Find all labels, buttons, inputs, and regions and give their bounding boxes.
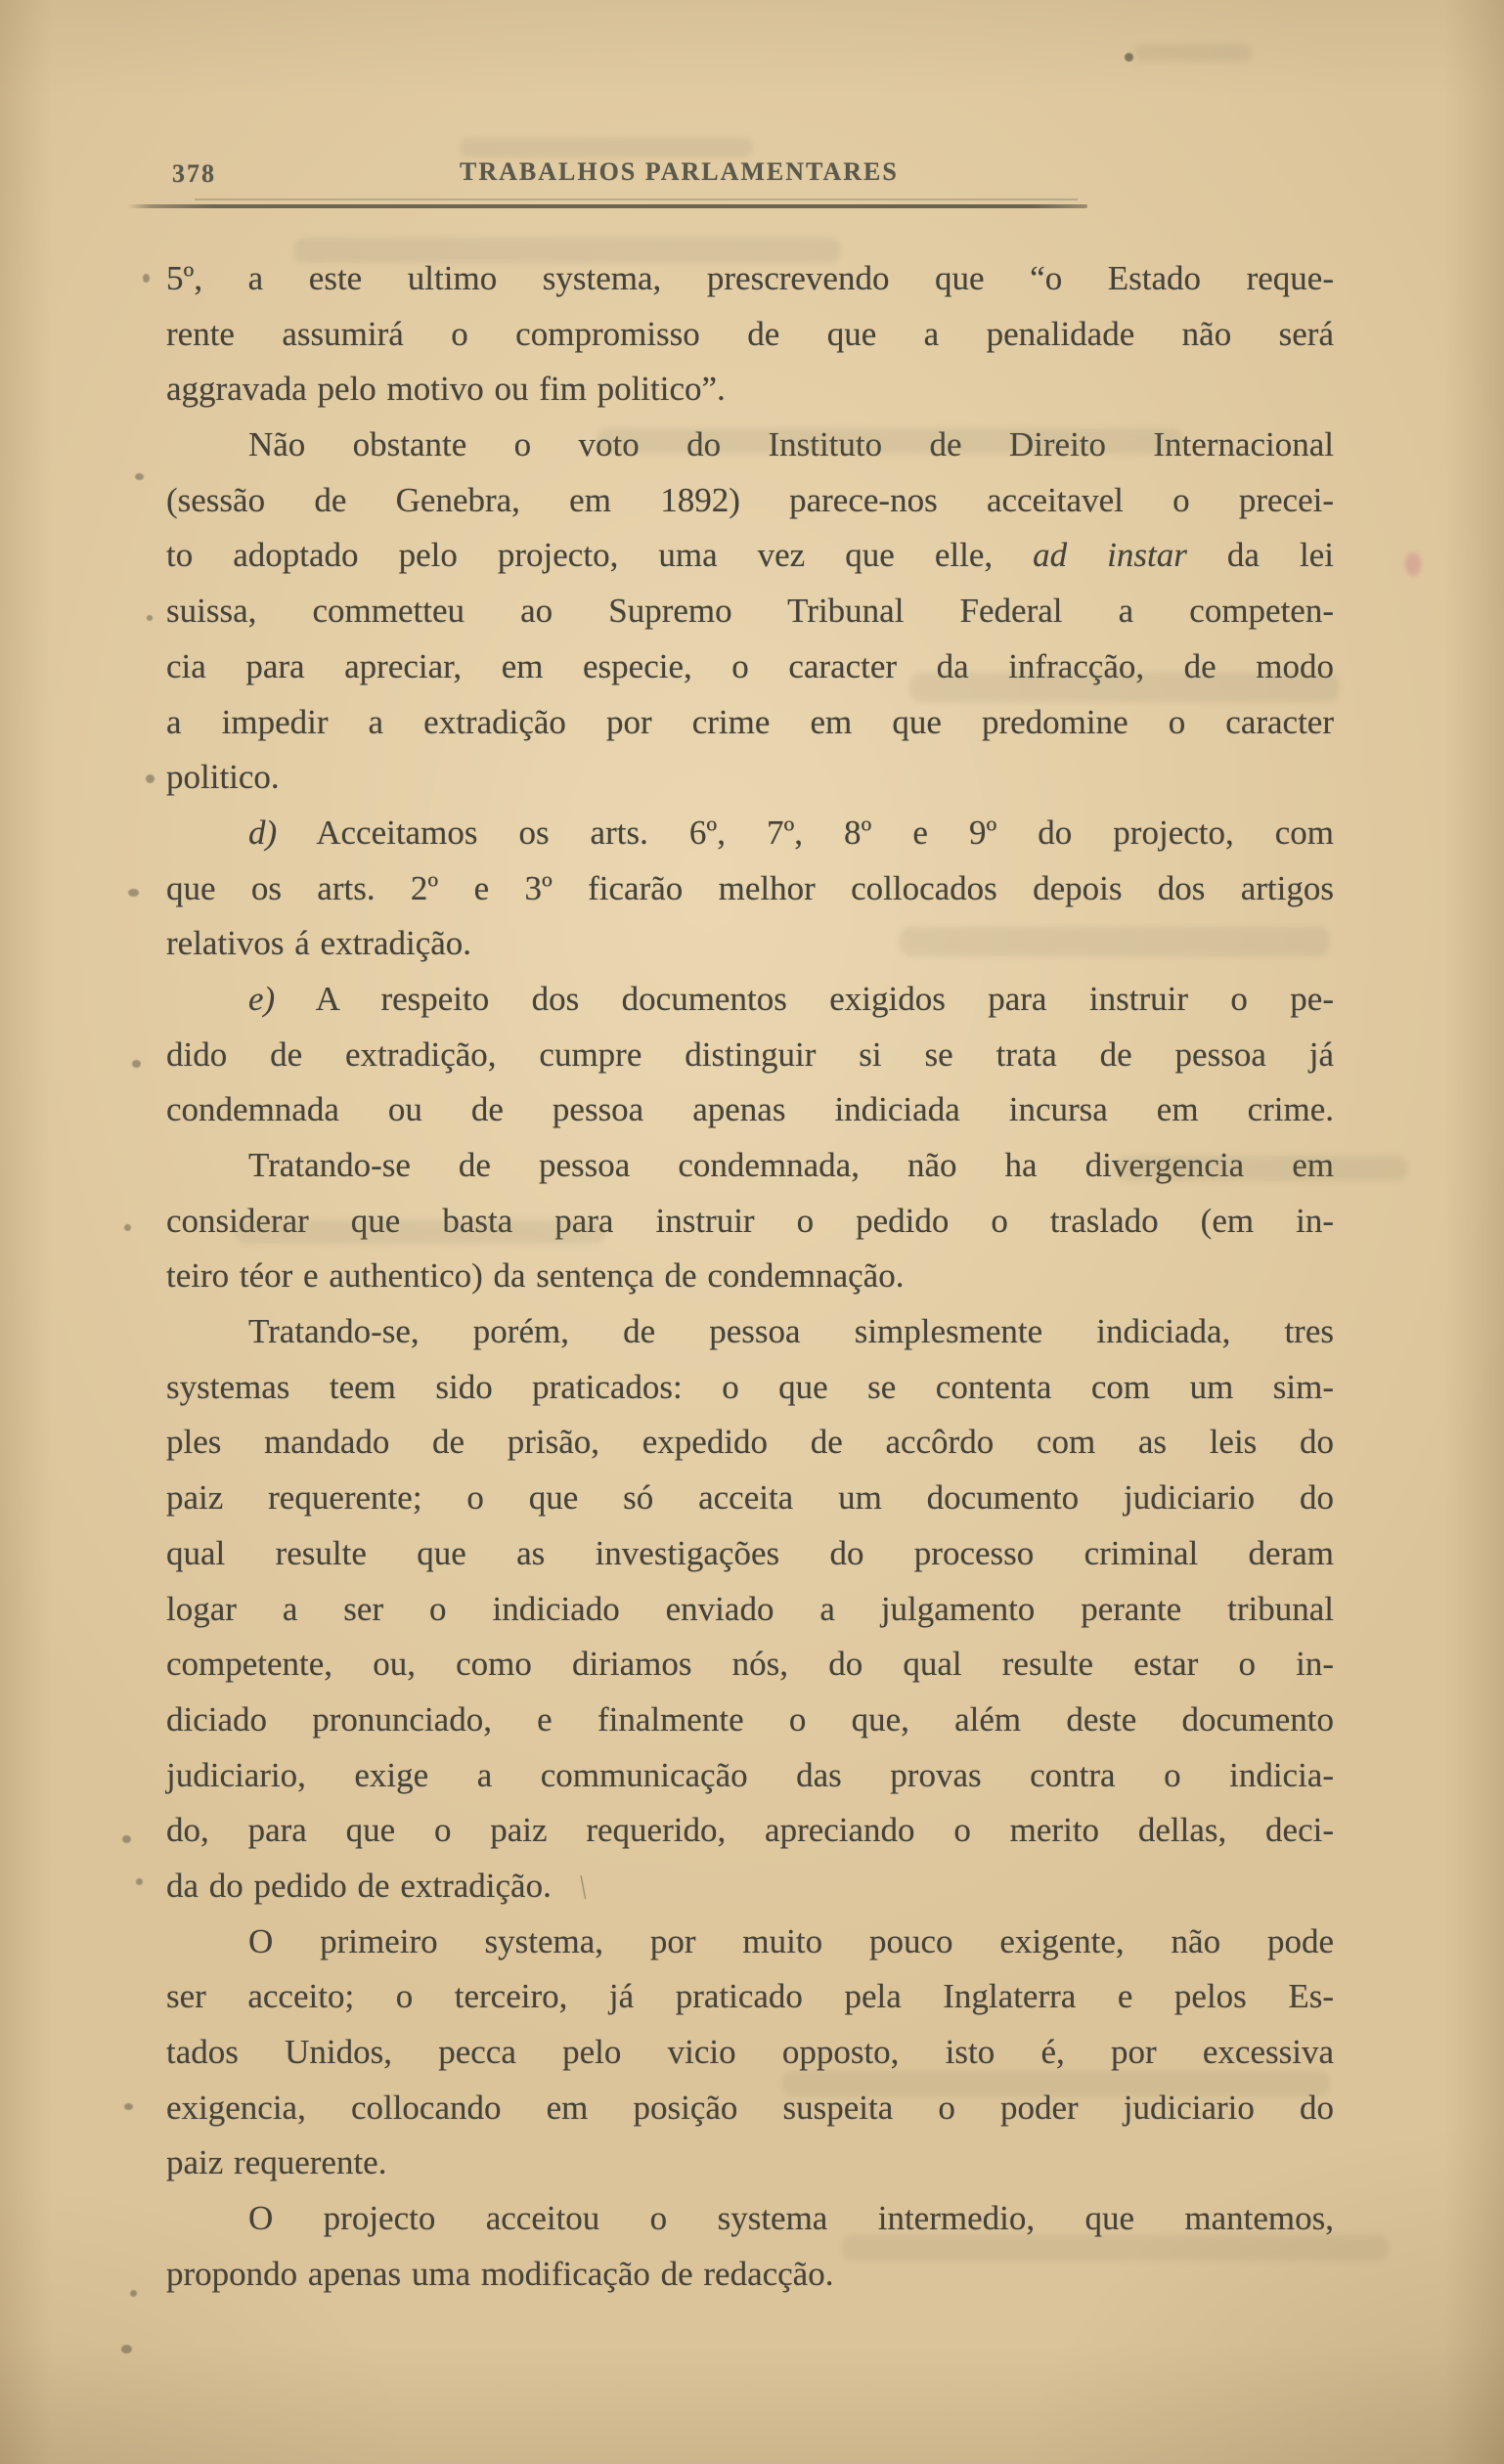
text-segment: ser acceito; o terceiro, já praticado pela Inglaterra e pelos Es- [166, 1977, 1334, 2016]
text-line [166, 362, 1334, 418]
text-segment: rente assumirá o compromisso de que a penalidade não será [166, 314, 1334, 353]
text-segment: politico. [166, 758, 280, 797]
ink-speck [1125, 53, 1133, 62]
text-segment: Não obstante o voto do Instituto de Direito Internacional [248, 425, 1334, 464]
text-segment: paiz requerente. [166, 2143, 387, 2182]
text-line [166, 1304, 1334, 1360]
ink-speck [146, 774, 155, 783]
text-line [166, 473, 1334, 529]
text-line [166, 861, 1334, 917]
ink-ghost-mark: \ [576, 1869, 590, 1907]
text-segment: tados Unidos, pecca pelo vicio opposto, isto é, por excessiva [166, 2033, 1334, 2071]
text-segment: to adoptado pelo projecto, uma vez que elle, [166, 536, 1034, 575]
ink-speck [136, 1878, 143, 1885]
ink-speck [122, 1835, 131, 1843]
text-segment: logar a ser o indiciado enviado a julgamento perante tribunal [166, 1589, 1334, 1628]
text-segment: O primeiro systema, por muito pouco exigente, não pode [248, 1921, 1334, 1960]
text-segment: systemas teem sido praticados: o que se contenta com um sim- [166, 1367, 1334, 1406]
header-rule [127, 204, 1087, 208]
text-line [166, 1415, 1334, 1471]
showthrough-artifact [841, 2235, 1389, 2261]
text-line [166, 1637, 1334, 1693]
ink-speck [128, 889, 139, 897]
text-line [166, 1914, 1334, 1970]
text-segment: Tratando-se, porém, de pessoa simplesmente indiciada, tres [248, 1312, 1334, 1351]
pink-stain [1405, 552, 1421, 576]
text-line [166, 1028, 1334, 1083]
text-line [166, 750, 1334, 806]
ink-speck [130, 2290, 137, 2297]
text-segment: relativos á extradição. [166, 924, 472, 963]
showthrough-artifact [235, 1220, 606, 1244]
page-number: 378 [172, 159, 216, 188]
text-segment: que os arts. 2º e 3º ficarão melhor collocados depois dos artigos [166, 868, 1334, 907]
text-line [166, 1693, 1334, 1748]
text-line [166, 1748, 1334, 1804]
ink-speck [135, 473, 144, 480]
ink-speck [147, 615, 153, 621]
text-segment: (sessão de Genebra, em 1892) parece-nos acceitavel o precei- [166, 480, 1334, 519]
text-line [166, 1969, 1334, 2025]
text-line [166, 972, 1334, 1028]
text-segment: Tratando-se de pessoa condemnada, não ha divergencia em [248, 1146, 1334, 1184]
body-text [166, 251, 1334, 2302]
text-segment: considerar que basta para instruir o pedido o traslado (em in- [166, 1201, 1334, 1240]
text-line [166, 584, 1334, 639]
text-segment: condemnada ou de pessoa apenas indiciada incursa em crime. [166, 1090, 1334, 1129]
text-segment: dido de extradição, cumpre distinguir si se trata de pessoa já [166, 1034, 1334, 1074]
text-line [166, 1526, 1334, 1582]
text-line [166, 528, 1334, 584]
text-line [166, 1803, 1334, 1859]
showthrough-artifact [1134, 44, 1252, 62]
text-line [166, 307, 1334, 363]
text-segment: teiro téor e authentico) da sentença de condemnação. [166, 1256, 905, 1296]
text-segment: exigencia, collocando em posição suspeita o poder judiciario do [166, 2088, 1334, 2127]
text-segment: cia para apreciar, em especie, o caracter da infracção, de modo [166, 646, 1334, 685]
showthrough-artifact [900, 927, 1330, 956]
text-segment: da do pedido de extradição. [166, 1866, 552, 1905]
text-line [166, 1360, 1334, 1416]
text-line [166, 2135, 1334, 2191]
text-segment: diciado pronunciado, e finalmente o que, além deste documento [166, 1699, 1334, 1738]
showthrough-artifact [909, 673, 1340, 702]
text-line [166, 695, 1334, 751]
text-segment: qual resulte que as investigações do processo criminal deram [166, 1533, 1334, 1572]
ink-speck [124, 1224, 131, 1231]
text-segment: da lei [1186, 536, 1334, 575]
running-title: TRABALHOS PARLAMENTARES [460, 157, 899, 186]
text-segment: e) [248, 979, 276, 1018]
text-line [166, 1471, 1334, 1526]
text-segment: ples mandado de prisão, expedido de accôrdo com as leis do [166, 1423, 1334, 1462]
showthrough-artifact [293, 238, 841, 263]
text-segment: propondo apenas uma modificação de redacção. [166, 2254, 834, 2293]
text-segment: Acceitamos os arts. 6º, 7º, 8º e 9º do projecto, com [277, 813, 1334, 852]
text-segment: A respeito dos documentos exigidos para instruir o pe- [275, 979, 1334, 1018]
showthrough-artifact [460, 138, 753, 157]
text-segment: competente, ou, como diriamos nós, do qual resulte estar o in- [166, 1645, 1334, 1684]
showthrough-artifact [597, 428, 1183, 454]
text-segment: suissa, commetteu ao Supremo Tribunal Federal a competen- [166, 592, 1334, 631]
text-segment: 5º, a este ultimo systema, prescrevendo que “o Estado reque- [166, 259, 1334, 297]
ink-speck [124, 2103, 133, 2110]
text-line [166, 1082, 1334, 1138]
text-segment: aggravada pelo motivo ou fim politico”. [166, 370, 726, 409]
ink-speck [132, 1060, 141, 1068]
ink-speck [121, 2345, 132, 2354]
text-segment: do, para que o paiz requerido, apreciando o merito dellas, deci- [166, 1811, 1334, 1850]
text-segment: judiciario, exige a communicação das provas contra o indicia- [166, 1755, 1334, 1794]
text-line [166, 806, 1334, 861]
text-segment: paiz requerente; o que só acceita um documento judiciario do [166, 1478, 1334, 1518]
text-line [166, 1582, 1334, 1638]
ink-speck [143, 274, 150, 283]
text-segment: d) [248, 813, 278, 852]
text-segment: a impedir a extradição por crime em que predomine o caracter [166, 702, 1334, 741]
text-line [166, 1859, 1334, 1914]
text-line [166, 1249, 1334, 1304]
text-segment: ad instar [1033, 536, 1187, 575]
showthrough-artifact [1115, 1156, 1408, 1181]
text-segment: O projecto acceitou o systema intermedio, que mantemos, [248, 2199, 1334, 2238]
showthrough-artifact [782, 2071, 1330, 2096]
